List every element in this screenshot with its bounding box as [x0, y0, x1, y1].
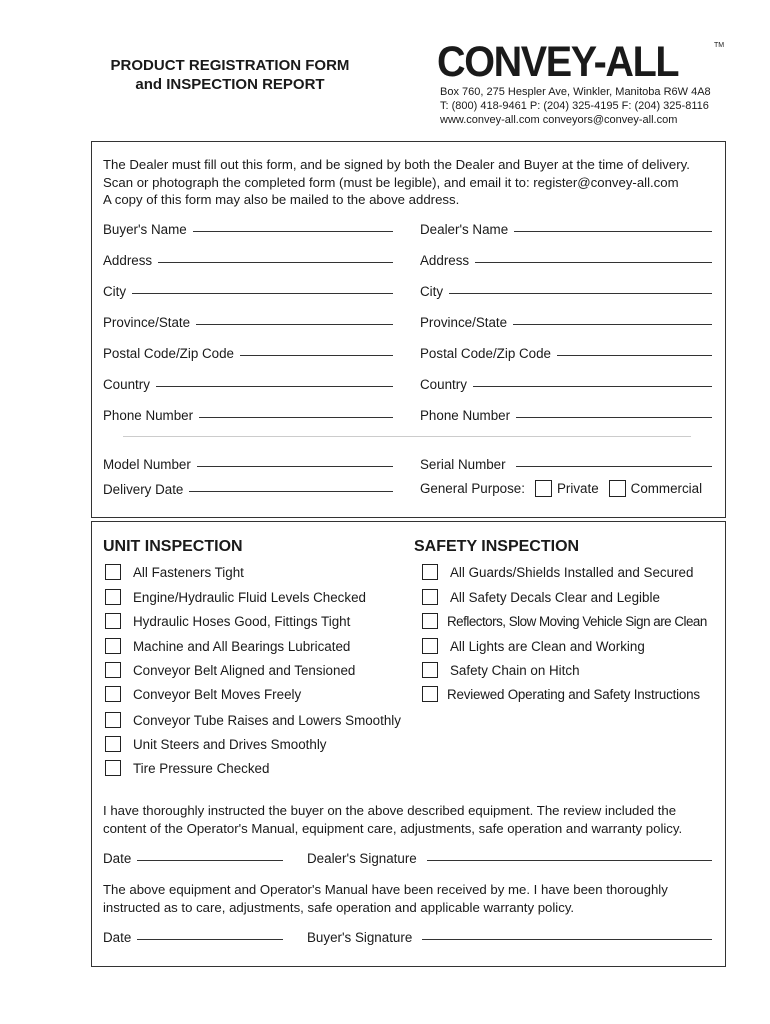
dealer-city-field[interactable]: [420, 284, 712, 299]
unit-check-item[interactable]: [105, 589, 366, 605]
check-label: Hydraulic Hoses Good, Fittings Tight: [133, 613, 351, 629]
checkbox[interactable]: [422, 564, 438, 580]
dealer-name-label: Dealer's Name: [420, 222, 509, 237]
checkbox[interactable]: [422, 662, 438, 678]
delivery-date-field[interactable]: [103, 482, 393, 497]
buyer-statement-line1: The above equipment and Operator's Manual have been received by me. I have been thoroughly: [103, 882, 668, 897]
dealer-phone-label: Phone Number: [420, 408, 511, 423]
buyer-city-field[interactable]: [103, 284, 393, 299]
checkbox[interactable]: [105, 686, 121, 702]
buyer-postal-field[interactable]: [103, 346, 393, 361]
form-title-line1: PRODUCT REGISTRATION FORM: [110, 57, 350, 74]
serial-number-field[interactable]: [420, 457, 712, 472]
dealer-province-field[interactable]: [420, 315, 712, 330]
checkbox[interactable]: [105, 613, 121, 629]
buyer-province-field[interactable]: [103, 315, 393, 330]
checkbox[interactable]: [422, 613, 438, 629]
checkbox[interactable]: [105, 760, 121, 776]
buyer-statement-line2: instructed as to care, adjustments, safe operation and applicable warranty policy.: [103, 900, 575, 915]
check-label: Reflectors, Slow Moving Vehicle Sign are Clean: [447, 613, 707, 629]
check-label: Reviewed Operating and Safety Instructions: [447, 686, 700, 702]
unit-check-item[interactable]: [105, 638, 350, 654]
general-purpose-label: General Purpose:: [420, 481, 525, 496]
trademark-mark: TM: [714, 42, 725, 49]
check-label: Tire Pressure Checked: [133, 760, 270, 776]
buyer-date-label: Date: [103, 930, 132, 945]
check-label: All Safety Decals Clear and Legible: [450, 589, 660, 605]
intro-text: [103, 156, 723, 209]
safety-check-item[interactable]: [422, 686, 700, 702]
dealer-postal-field[interactable]: [420, 346, 712, 361]
buyer-address-label: Address: [103, 253, 153, 268]
checkbox[interactable]: [105, 662, 121, 678]
buyer-signature-label: Buyer's Signature: [307, 930, 413, 945]
buyer-address-field[interactable]: [103, 253, 393, 268]
check-label: Conveyor Tube Raises and Lowers Smoothly: [133, 712, 401, 728]
dealer-address-label: Address: [420, 253, 470, 268]
check-label: All Lights are Clean and Working: [450, 638, 645, 654]
general-purpose-field: [420, 480, 720, 497]
buyer-phone-label: Phone Number: [103, 408, 194, 423]
unit-check-item[interactable]: [105, 736, 327, 752]
check-label: All Fasteners Tight: [133, 564, 244, 580]
company-address: Box 760, 275 Hespler Ave, Winkler, Manitoba R6W 4A8: [440, 86, 711, 98]
dealer-date-field[interactable]: [103, 851, 283, 866]
checkbox[interactable]: [105, 589, 121, 605]
safety-check-item[interactable]: [422, 613, 707, 629]
safety-check-item[interactable]: [422, 638, 645, 654]
dealer-postal-label: Postal Code/Zip Code: [420, 346, 552, 361]
intro-line1: The Dealer must fill out this form, and be signed by both the Dealer and Buyer at the time of delivery.: [103, 157, 690, 172]
unit-check-item[interactable]: [105, 662, 355, 678]
dealer-province-label: Province/State: [420, 315, 508, 330]
company-phone: T: (800) 418-9461 P: (204) 325-4195 F: (204) 325-8116: [440, 100, 709, 112]
buyer-name-label: Buyer's Name: [103, 222, 187, 237]
private-label: Private: [556, 481, 599, 496]
unit-check-item[interactable]: [105, 564, 244, 580]
unit-check-item[interactable]: [105, 686, 301, 702]
dealer-signature-label: Dealer's Signature: [307, 851, 417, 866]
dealer-city-label: City: [420, 284, 444, 299]
commercial-label: Commercial: [630, 481, 703, 496]
safety-check-item[interactable]: [422, 662, 580, 678]
serial-number-label: Serial Number: [420, 457, 506, 472]
buyer-name-field[interactable]: [103, 222, 393, 237]
dealer-phone-field[interactable]: [420, 408, 712, 423]
checkbox[interactable]: [105, 638, 121, 654]
checkbox[interactable]: [422, 638, 438, 654]
checkbox[interactable]: [422, 589, 438, 605]
dealer-statement-line1: I have thoroughly instructed the buyer on the above described equipment. The review included the: [103, 803, 677, 818]
buyer-phone-field[interactable]: [103, 408, 393, 423]
dealer-address-field[interactable]: [420, 253, 712, 268]
check-label: Engine/Hydraulic Fluid Levels Checked: [133, 589, 366, 605]
buyer-country-field[interactable]: [103, 377, 393, 392]
buyer-date-field[interactable]: [103, 930, 283, 945]
checkbox[interactable]: [105, 712, 121, 728]
safety-check-item[interactable]: [422, 564, 693, 580]
dealer-statement: [103, 802, 715, 838]
unit-check-item[interactable]: [105, 712, 401, 728]
check-label: Safety Chain on Hitch: [450, 662, 580, 678]
buyer-province-label: Province/State: [103, 315, 191, 330]
check-label: Machine and All Bearings Lubricated: [133, 638, 351, 654]
buyer-city-label: City: [103, 284, 127, 299]
dealer-country-field[interactable]: [420, 377, 712, 392]
buyer-country-label: Country: [103, 377, 150, 392]
buyer-signature-field[interactable]: [307, 930, 712, 945]
model-number-label: Model Number: [103, 457, 191, 472]
unit-check-item[interactable]: [105, 760, 269, 776]
checkbox[interactable]: [105, 736, 121, 752]
model-number-field[interactable]: [103, 457, 393, 472]
private-checkbox[interactable]: [535, 480, 552, 497]
intro-line2: Scan or photograph the completed form (must be legible), and email it to: register@convey-all.com: [103, 174, 679, 190]
delivery-date-label: Delivery Date: [103, 482, 184, 497]
dealer-name-field[interactable]: [420, 222, 712, 237]
check-label: Conveyor Belt Moves Freely: [133, 686, 302, 702]
dealer-country-label: Country: [420, 377, 467, 392]
section-divider: [123, 436, 691, 437]
commercial-checkbox[interactable]: [609, 480, 626, 497]
checkbox[interactable]: [422, 686, 438, 702]
form-title: [90, 56, 370, 94]
safety-inspection-title: SAFETY INSPECTION: [414, 538, 580, 555]
dealer-statement-line2: content of the Operator's Manual, equipment care, adjustments, safe operation and warranty policy.: [103, 821, 683, 836]
intro-line3: A copy of this form may also be mailed to the above address.: [103, 192, 460, 207]
form-title-line2: and INSPECTION REPORT: [135, 76, 325, 93]
convey-all-logo: CONVEY-ALL: [437, 38, 679, 86]
safety-check-item[interactable]: [422, 589, 660, 605]
checkbox[interactable]: [105, 564, 121, 580]
unit-check-item[interactable]: [105, 613, 350, 629]
company-web: www.convey-all.com conveyors@convey-all.com: [440, 114, 678, 126]
buyer-statement: [103, 881, 715, 917]
unit-inspection-title: UNIT INSPECTION: [103, 538, 243, 555]
check-label: All Guards/Shields Installed and Secured: [450, 564, 694, 580]
check-label: Unit Steers and Drives Smoothly: [133, 736, 327, 752]
dealer-signature-field[interactable]: [307, 851, 712, 866]
check-label: Conveyor Belt Aligned and Tensioned: [133, 662, 356, 678]
dealer-date-label: Date: [103, 851, 132, 866]
buyer-postal-label: Postal Code/Zip Code: [103, 346, 235, 361]
